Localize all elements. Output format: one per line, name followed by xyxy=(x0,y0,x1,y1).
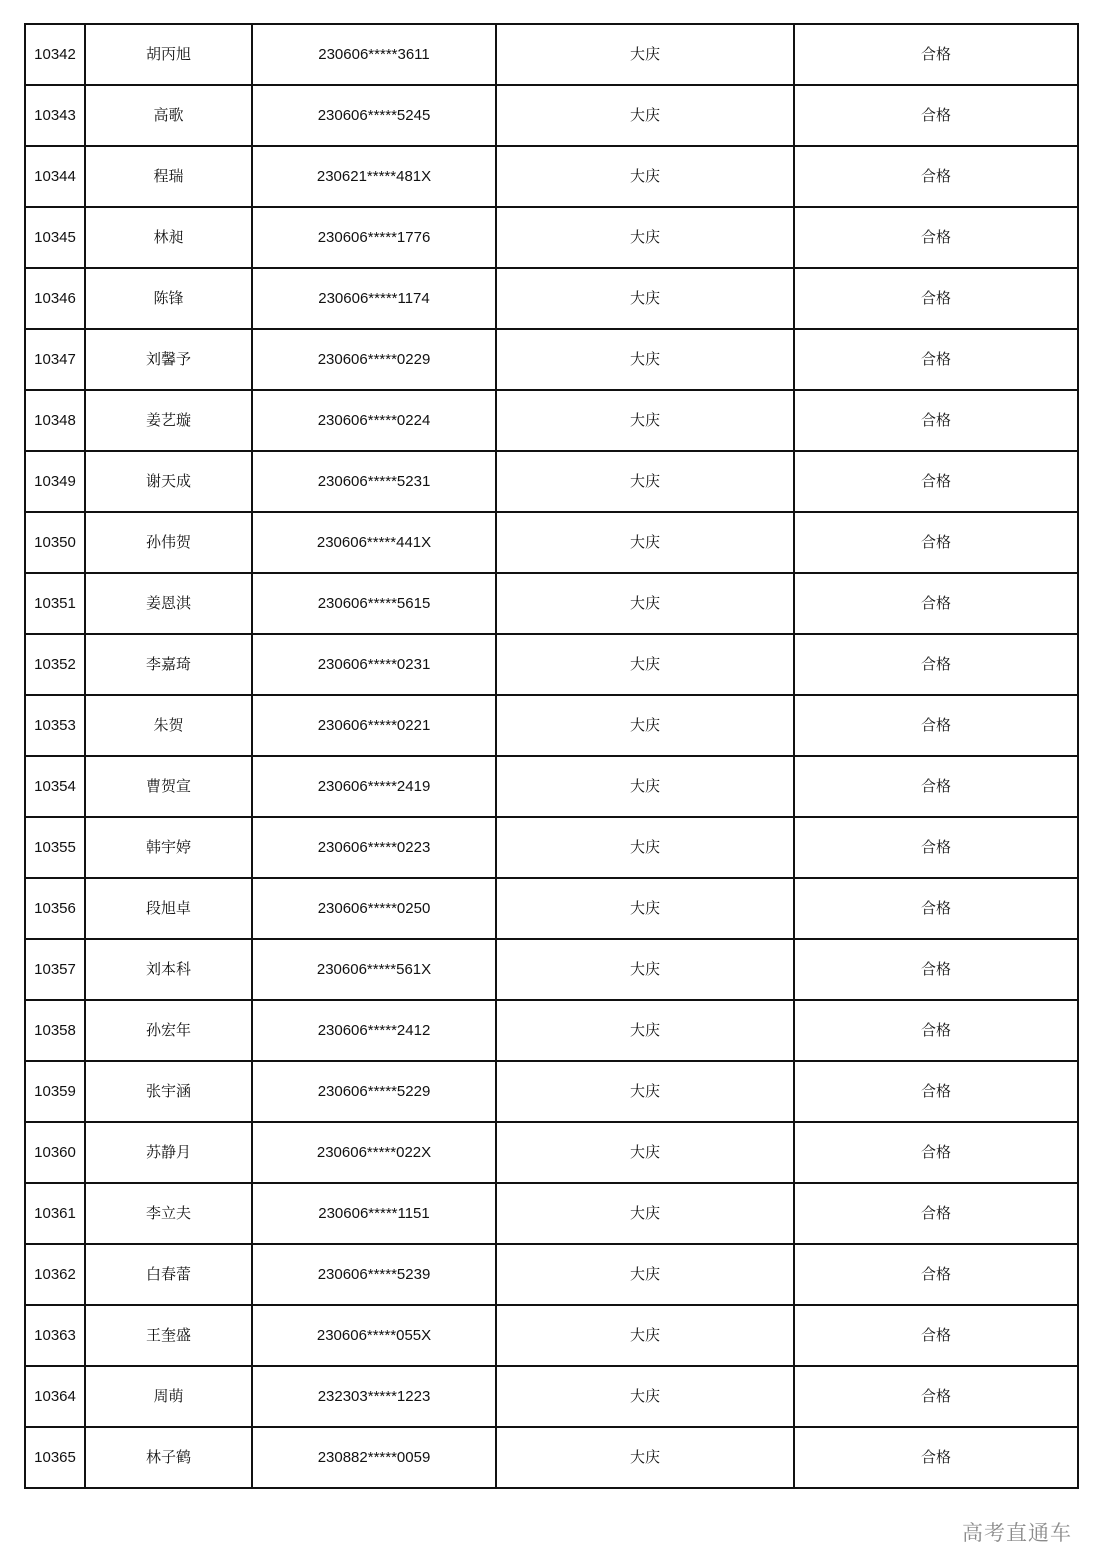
table-row xyxy=(25,634,1078,695)
table-row xyxy=(25,390,1078,451)
seq-cell: 10364 xyxy=(25,1366,85,1427)
table-row xyxy=(25,1122,1078,1183)
result-cell: 合格 xyxy=(794,573,1078,634)
result-cell: 合格 xyxy=(794,634,1078,695)
name-cell: 李立夫 xyxy=(85,1183,252,1244)
result-cell: 合格 xyxy=(794,85,1078,146)
id-number-cell: 230606*****0231 xyxy=(252,634,496,695)
table-row xyxy=(25,207,1078,268)
id-number-cell: 230606*****0224 xyxy=(252,390,496,451)
seq-cell: 10350 xyxy=(25,512,85,573)
city-cell: 大庆 xyxy=(496,1183,794,1244)
result-cell: 合格 xyxy=(794,24,1078,85)
seq-cell: 10361 xyxy=(25,1183,85,1244)
table-row xyxy=(25,85,1078,146)
name-cell: 周萌 xyxy=(85,1366,252,1427)
table-row xyxy=(25,1244,1078,1305)
seq-cell: 10347 xyxy=(25,329,85,390)
name-cell: 林昶 xyxy=(85,207,252,268)
city-cell: 大庆 xyxy=(496,878,794,939)
result-cell: 合格 xyxy=(794,878,1078,939)
seq-cell: 10360 xyxy=(25,1122,85,1183)
city-cell: 大庆 xyxy=(496,634,794,695)
watermark-text: 高考直通车 xyxy=(960,1517,1074,1547)
id-number-cell: 230606*****561X xyxy=(252,939,496,1000)
table-row xyxy=(25,817,1078,878)
table-row xyxy=(25,1000,1078,1061)
city-cell: 大庆 xyxy=(496,1305,794,1366)
name-cell: 胡丙旭 xyxy=(85,24,252,85)
result-cell: 合格 xyxy=(794,329,1078,390)
city-cell: 大庆 xyxy=(496,756,794,817)
seq-cell: 10351 xyxy=(25,573,85,634)
table-row xyxy=(25,24,1078,85)
seq-cell: 10342 xyxy=(25,24,85,85)
name-cell: 林子鹤 xyxy=(85,1427,252,1488)
table-row xyxy=(25,1305,1078,1366)
name-cell: 苏静月 xyxy=(85,1122,252,1183)
seq-cell: 10358 xyxy=(25,1000,85,1061)
name-cell: 程瑞 xyxy=(85,146,252,207)
roster-sheet xyxy=(24,23,1077,1489)
table-row xyxy=(25,1427,1078,1488)
seq-cell: 10352 xyxy=(25,634,85,695)
result-cell: 合格 xyxy=(794,451,1078,512)
city-cell: 大庆 xyxy=(496,512,794,573)
table-row xyxy=(25,451,1078,512)
id-number-cell: 230606*****1776 xyxy=(252,207,496,268)
seq-cell: 10354 xyxy=(25,756,85,817)
table-row xyxy=(25,1061,1078,1122)
seq-cell: 10346 xyxy=(25,268,85,329)
name-cell: 刘本科 xyxy=(85,939,252,1000)
result-cell: 合格 xyxy=(794,1122,1078,1183)
city-cell: 大庆 xyxy=(496,1122,794,1183)
city-cell: 大庆 xyxy=(496,146,794,207)
name-cell: 韩宇婷 xyxy=(85,817,252,878)
seq-cell: 10344 xyxy=(25,146,85,207)
city-cell: 大庆 xyxy=(496,1061,794,1122)
id-number-cell: 230606*****1151 xyxy=(252,1183,496,1244)
table-row xyxy=(25,695,1078,756)
name-cell: 朱贺 xyxy=(85,695,252,756)
city-cell: 大庆 xyxy=(496,268,794,329)
city-cell: 大庆 xyxy=(496,1244,794,1305)
seq-cell: 10348 xyxy=(25,390,85,451)
id-number-cell: 230606*****0221 xyxy=(252,695,496,756)
result-cell: 合格 xyxy=(794,1366,1078,1427)
result-cell: 合格 xyxy=(794,207,1078,268)
result-cell: 合格 xyxy=(794,939,1078,1000)
city-cell: 大庆 xyxy=(496,451,794,512)
name-cell: 高歌 xyxy=(85,85,252,146)
id-number-cell: 230621*****481X xyxy=(252,146,496,207)
name-cell: 刘馨予 xyxy=(85,329,252,390)
seq-cell: 10343 xyxy=(25,85,85,146)
result-cell: 合格 xyxy=(794,756,1078,817)
id-number-cell: 230606*****5229 xyxy=(252,1061,496,1122)
table-row xyxy=(25,573,1078,634)
name-cell: 段旭卓 xyxy=(85,878,252,939)
city-cell: 大庆 xyxy=(496,24,794,85)
name-cell: 张宇涵 xyxy=(85,1061,252,1122)
name-cell: 谢天成 xyxy=(85,451,252,512)
id-number-cell: 230606*****3611 xyxy=(252,24,496,85)
seq-cell: 10356 xyxy=(25,878,85,939)
city-cell: 大庆 xyxy=(496,817,794,878)
name-cell: 王奎盛 xyxy=(85,1305,252,1366)
city-cell: 大庆 xyxy=(496,1000,794,1061)
result-cell: 合格 xyxy=(794,390,1078,451)
city-cell: 大庆 xyxy=(496,939,794,1000)
seq-cell: 10353 xyxy=(25,695,85,756)
city-cell: 大庆 xyxy=(496,207,794,268)
result-cell: 合格 xyxy=(794,1183,1078,1244)
table-row xyxy=(25,1183,1078,1244)
seq-cell: 10345 xyxy=(25,207,85,268)
name-cell: 姜恩淇 xyxy=(85,573,252,634)
name-cell: 陈锋 xyxy=(85,268,252,329)
id-number-cell: 230606*****055X xyxy=(252,1305,496,1366)
id-number-cell: 230882*****0059 xyxy=(252,1427,496,1488)
id-number-cell: 230606*****1174 xyxy=(252,268,496,329)
id-number-cell: 230606*****0229 xyxy=(252,329,496,390)
table-row xyxy=(25,939,1078,1000)
name-cell: 曹贺宣 xyxy=(85,756,252,817)
id-number-cell: 230606*****5615 xyxy=(252,573,496,634)
table-row xyxy=(25,512,1078,573)
table-row xyxy=(25,146,1078,207)
city-cell: 大庆 xyxy=(496,1366,794,1427)
id-number-cell: 230606*****5239 xyxy=(252,1244,496,1305)
table-row xyxy=(25,756,1078,817)
roster-table xyxy=(24,23,1079,1489)
id-number-cell: 230606*****022X xyxy=(252,1122,496,1183)
city-cell: 大庆 xyxy=(496,390,794,451)
city-cell: 大庆 xyxy=(496,1427,794,1488)
name-cell: 姜艺璇 xyxy=(85,390,252,451)
seq-cell: 10349 xyxy=(25,451,85,512)
result-cell: 合格 xyxy=(794,695,1078,756)
seq-cell: 10365 xyxy=(25,1427,85,1488)
id-number-cell: 230606*****0250 xyxy=(252,878,496,939)
result-cell: 合格 xyxy=(794,1427,1078,1488)
id-number-cell: 232303*****1223 xyxy=(252,1366,496,1427)
table-row xyxy=(25,268,1078,329)
city-cell: 大庆 xyxy=(496,85,794,146)
seq-cell: 10362 xyxy=(25,1244,85,1305)
id-number-cell: 230606*****5231 xyxy=(252,451,496,512)
result-cell: 合格 xyxy=(794,1244,1078,1305)
id-number-cell: 230606*****441X xyxy=(252,512,496,573)
name-cell: 孙伟贺 xyxy=(85,512,252,573)
table-row xyxy=(25,329,1078,390)
table-row xyxy=(25,1366,1078,1427)
id-number-cell: 230606*****2419 xyxy=(252,756,496,817)
seq-cell: 10359 xyxy=(25,1061,85,1122)
seq-cell: 10363 xyxy=(25,1305,85,1366)
seq-cell: 10355 xyxy=(25,817,85,878)
result-cell: 合格 xyxy=(794,1305,1078,1366)
id-number-cell: 230606*****2412 xyxy=(252,1000,496,1061)
name-cell: 白春蕾 xyxy=(85,1244,252,1305)
city-cell: 大庆 xyxy=(496,695,794,756)
result-cell: 合格 xyxy=(794,512,1078,573)
result-cell: 合格 xyxy=(794,1000,1078,1061)
id-number-cell: 230606*****5245 xyxy=(252,85,496,146)
table-row xyxy=(25,878,1078,939)
result-cell: 合格 xyxy=(794,146,1078,207)
result-cell: 合格 xyxy=(794,817,1078,878)
result-cell: 合格 xyxy=(794,268,1078,329)
city-cell: 大庆 xyxy=(496,573,794,634)
city-cell: 大庆 xyxy=(496,329,794,390)
id-number-cell: 230606*****0223 xyxy=(252,817,496,878)
name-cell: 孙宏年 xyxy=(85,1000,252,1061)
result-cell: 合格 xyxy=(794,1061,1078,1122)
roster-table-body xyxy=(25,24,1078,1488)
seq-cell: 10357 xyxy=(25,939,85,1000)
name-cell: 李嘉琦 xyxy=(85,634,252,695)
